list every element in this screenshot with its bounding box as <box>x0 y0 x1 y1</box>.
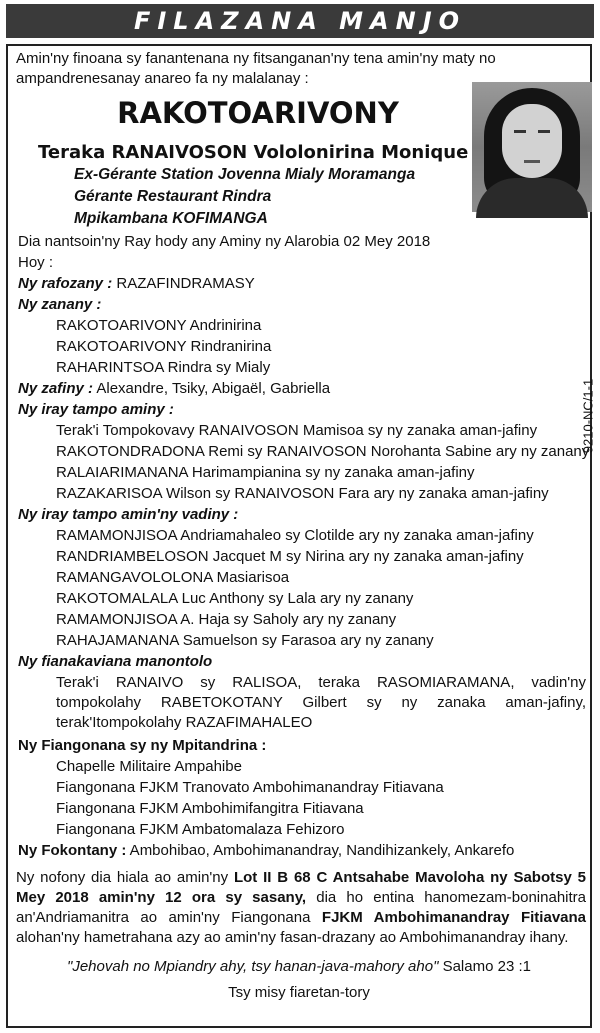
list-item: RAHARINTSOA Rindra sy Mialy <box>56 359 271 376</box>
death-announcement: Dia nantsoin'ny Ray hody any Aminy ny Alarobia 02 Mey 2018 <box>18 233 431 250</box>
deceased-role: Gérante Restaurant Rindra <box>74 188 272 205</box>
list-item: Fiangonana FJKM Ambohimifangitra Fitiavana <box>56 800 364 817</box>
intro-text: Amin'ny finoana sy fanantenana ny fitsanganan'ny tena amin'ny maty no ampandrenesanay anareo fa ny malalanay : <box>16 50 496 87</box>
fokontany-line: Ny Fokontany : Ambohibao, Ambohimanandray, Nandihizankely, Ankarefo <box>18 842 515 859</box>
zafiny-line: Ny zafiny : Alexandre, Tsiky, Abigaël, Gabriella <box>18 380 331 397</box>
iray-tampo-vadiny-label: Ny iray tampo amin'ny vadiny : <box>18 506 239 523</box>
list-item: RAKOTOMALALA Luc Anthony sy Lala ary ny zanany <box>56 590 414 607</box>
list-item: Chapelle Militaire Ampahibe <box>56 758 242 775</box>
hoy-label: Hoy : <box>18 254 54 271</box>
list-item: RALAIARIMANANA Harimampianina sy ny zanaka aman-jafiny <box>56 464 475 481</box>
fiangonana-label: Ny Fiangonana sy ny Mpitandrina : <box>18 737 267 754</box>
list-item: RAHAJAMANANA Samuelson sy Farasoa ary ny zanany <box>56 632 434 649</box>
closing-line: Tsy misy fiaretan-tory <box>228 984 370 1001</box>
fianakaviana-label: Ny fianakaviana manontolo <box>18 653 213 670</box>
portrait-photo <box>472 82 592 212</box>
header-banner: FILAZANA MANJO <box>6 4 594 38</box>
funeral-details: Ny nofony dia hiala ao amin'ny Lot II B 68 C Antsahabe Mavoloha ny Sabotsy 5 Mey 2018 amin'ny 12 ora sy sasany, dia ho entina hanomezam-boninahitra an'Andriamanitra ao amin'ny Fiangonana FJKM Ambohimanandray Fitiavana alohan'ny hametrahana azy ao amin'ny fasan-drazany ao Ambohimanandray ihany. <box>16 869 587 946</box>
reference-code: 9210-NC/1-1 <box>580 378 596 454</box>
deceased-role: Ex-Gérante Station Jovenna Mialy Moramanga <box>74 166 416 183</box>
notice-frame <box>6 44 596 1028</box>
deceased-maiden-name: Teraka RANAIVOSON Vololonirina Monique <box>38 142 469 163</box>
iray-tampo-label: Ny iray tampo aminy : <box>18 401 174 418</box>
fianakaviana-text: Terak'i RANAIVO sy RALISOA, teraka RASOMIARAMANA, vadin'ny tompokolahy RABETOKOTANY Gilbert sy ny zanaka aman-jafiny, terak'Itompokolahy RAZAFIMAHALEO <box>56 674 586 731</box>
deceased-role: Mpikambana KOFIMANGA <box>74 210 268 227</box>
list-item: RAMANGAVOLOLONA Masiarisoa <box>56 569 290 586</box>
list-item: RAKOTONDRADONA Remi sy RANAIVOSON Norohanta Sabine ary ny zanany <box>56 443 590 460</box>
list-item: Fiangonana FJKM Tranovato Ambohimanandray Fitiavana <box>56 779 444 796</box>
list-item: RANDRIAMBELOSON Jacquet M sy Nirina ary ny zanaka aman-jafiny <box>56 548 524 565</box>
list-item: RAKOTOARIVONY Andrinirina <box>56 317 262 334</box>
list-item: RAZAKARISOA Wilson sy RANAIVOSON Fara ary ny zanaka aman-jafiny <box>56 485 549 502</box>
list-item: Terak'i Tompokovavy RANAIVOSON Mamisoa sy ny zanaka aman-jafiny <box>56 422 538 439</box>
list-item: Fiangonana FJKM Ambatomalaza Fehizoro <box>56 821 345 838</box>
rafozany-line: Ny rafozany : RAZAFINDRAMASY <box>18 275 255 292</box>
list-item: RAKOTOARIVONY Rindranirina <box>56 338 272 355</box>
deceased-surname: RAKOTOARIVONY <box>117 96 399 130</box>
list-item: RAMAMONJISOA A. Haja sy Saholy ary ny zanany <box>56 611 397 628</box>
bible-verse: "Jehovah no Mpiandry ahy, tsy hanan-java-mahory aho" Salamo 23 :1 <box>67 958 531 975</box>
list-item: RAMAMONJISOA Andriamahaleo sy Clotilde ary ny zanaka aman-jafiny <box>56 527 534 544</box>
zanany-label: Ny zanany : <box>18 296 102 313</box>
